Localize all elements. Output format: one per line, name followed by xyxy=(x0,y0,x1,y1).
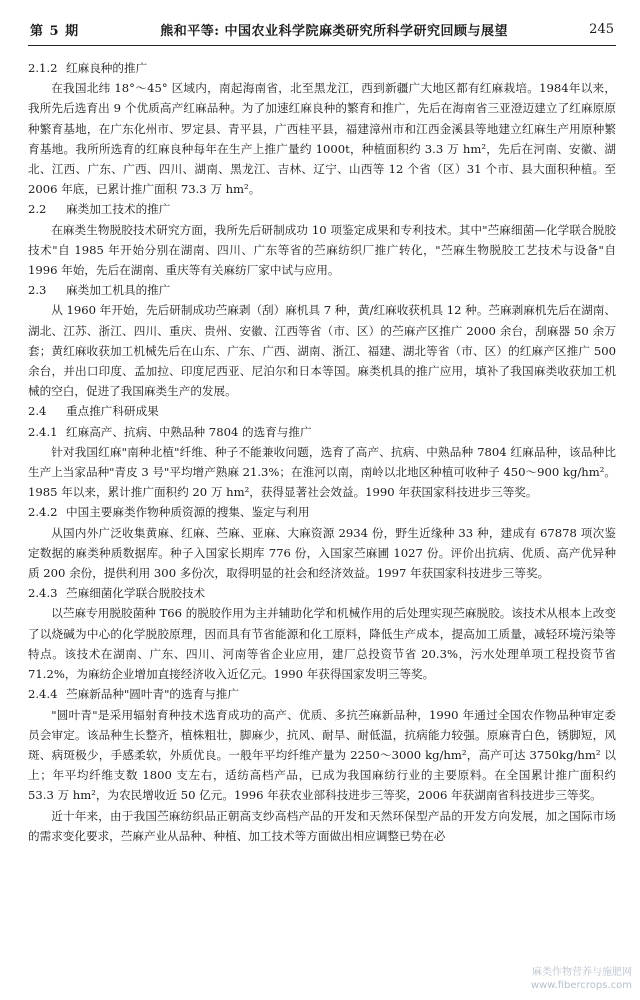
section-heading xyxy=(28,684,616,704)
section-title: 中国主要麻类作物种质资源的搜集、鉴定与利用 xyxy=(66,505,310,520)
section-number: 2.4.4 xyxy=(28,687,58,702)
page-number: 245 xyxy=(589,21,614,37)
watermark-site-name: 麻类作物营养与施肥网 xyxy=(532,967,632,978)
section-number: 2.2 xyxy=(28,202,47,217)
section-number: 2.3 xyxy=(28,283,47,298)
running-header xyxy=(30,16,614,42)
watermark-url: www.fibercrops.com xyxy=(530,980,632,991)
section-title: 苎麻新品种"圆叶青"的选育与推广 xyxy=(66,687,239,702)
body-paragraph: 以苎麻专用脱胶菌种 T66 的脱胶作用为主并辅助化学和机械作用的后处理实现苎麻脱胶。该技术从根本上改变了以烧碱为中心的化学脱胶原理，因而具有节省能源和化工原料，降低生产成本，提高加工质量，减轻环境污染等特点。该技术在湖南、广东、四川、河南等省企业应用，建厂总投资节省 20.3%，污水处理单项工程投资节省 71.2%，为麻纺企业增加直接经济收入近亿元。1990 年获得国家发明三等奖。 xyxy=(28,606,616,682)
issue-label: 第 5 期 xyxy=(30,23,80,39)
section-heading xyxy=(28,401,616,421)
body-paragraph: 近十年来，由于我国苎麻纺织品正朝高支纱高档产品的开发和天然环保型产品的开发方向发展，加之国际市场的需求变化要求，苎麻产业从品种、种植、加工技术等方面做出相应调整已势在必 xyxy=(28,808,616,843)
body-paragraph: 针对我国红麻"南种北植"纤维、种子不能兼收问题，选育了高产、抗病、中熟品种 7804 红麻品种，该品种比生产上当家品种"青皮 3 号"平均增产熟麻 21.3%；在淮河以南，南岭以北地区种植可收种子 450～900 kg/hm²。1985 年以来，累计推广面积约 20 万 hm²，获得显著社会效益。1990 年获国家科技进步三等奖。 xyxy=(28,444,616,500)
section-title: 苎麻细菌化学联合脱胶技术 xyxy=(66,586,206,601)
section-number: 2.4.2 xyxy=(28,505,58,520)
article-running-title: 熊和平等: 中国农业科学院麻类研究所科学研究回顾与展望 xyxy=(160,23,509,39)
section-title: 麻类加工技术的推广 xyxy=(66,202,171,217)
section-number: 2.4.3 xyxy=(28,586,58,601)
article-body xyxy=(28,58,616,846)
body-paragraph: "圆叶青"是采用辐射育种技术选育成功的高产、优质、多抗苎麻新品种，1990 年通过全国农作物品种审定委员会审定。该品种生长整齐，植株粗壮，脚麻少，抗风、耐旱、耐低温，抗病能力较强。原麻青白色，锈脚短，风斑、病斑极少，手感柔软，外质优良。一般年平均纤维产量为 2250～3000 kg/hm²，高产可达 3750kg/hm² 以上；年平均纤维支数 1800 支左右，适纺高档产品，已成为我国麻纺行业的主要原料。在全国累计推广面积约 53.3 万 hm²，为农民增收近 50 亿元。1996 年获农业部科技进步三等奖，2006 年获湖南省科技进步三等奖。 xyxy=(28,707,616,803)
section-number: 2.4.1 xyxy=(28,424,58,439)
section-title: 红麻高产、抗病、中熟品种 7804 的选育与推广 xyxy=(66,424,312,439)
body-paragraph: 从 1960 年开始，先后研制成功苎麻剥（刮）麻机具 7 种，黄/红麻收获机具 12 种。苎麻剥麻机先后在湖南、湖北、江苏、浙江、四川、重庆、贵州、安徽、江西等省（市、区）的苎麻产区推广 2000 余台，刮麻器 50 余万套；黄红麻收获加工机械先后在山东、广东、广西、湖南、浙江、福建、湖北等省（市、区）的红麻产区推广 500 余台，并出口印度、孟加拉、印度尼西亚、尼泊尔和日本等国。麻类机具的推广应用，填补了我国麻类收获加工机械的空白，促进了我国麻类生产的发展。 xyxy=(28,303,616,399)
section-title: 重点推广科研成果 xyxy=(66,404,159,419)
section-title: 红麻良种的推广 xyxy=(66,61,148,75)
body-paragraph: 在麻类生物脱胶技术研究方面，我所先后研制成功 10 项鉴定成果和专利技术。其中"苎麻细菌—化学联合脱胶技术"自 1985 年开始分别在湖南、四川、广东等省的苎麻纺织厂推广转化，"苎麻生物脱胶工艺技术与设备"自 1996 年始，先后在湖南、重庆等有关麻纺厂家中试与应用。 xyxy=(28,222,616,278)
body-paragraph: 从国内外广泛收集黄麻、红麻、苎麻、亚麻、大麻资源 2934 份，野生近缘种 33 种，建成有 67878 项次鉴定数据的麻类种质数据库。种子入国家长期库 776 份，入国家苎麻圃 1027 份。评价出抗病、优质、高产优异种质 200 余份，提供利用 300 多份次，取得明显的社会和经济效益。1997 年获国家科技进步三等奖。 xyxy=(28,525,616,581)
section-number: 2.1.2 xyxy=(28,61,58,75)
body-paragraph: 在我国北纬 18°～45° 区域内，南起海南省，北至黑龙江，西到新疆广大地区都有红麻栽培。1984年以来，我所先后选育出 9 个优质高产红麻品种。为了加速红麻良种的繁育和推广，先后在海南省三亚澄迈建立了红麻原原种繁育基地，在广东化州市、罗定县、青平县，广西桂平县，福建漳州市和江西金溪县等地建立红麻生产用原种繁育基地。我所所选育的红麻良种每年在生产上推广量约 1000t，种植面积约 3.3 万 hm²，先后在河南、安徽、湖北、江西、广东、广西、四川、湖南、黑龙江、吉林、辽宁、山西等 12 个省（区）31 个市、县大面积种植。至 2006 年底，已累计推广面积 73.3 万 hm²。 xyxy=(28,81,616,197)
section-heading xyxy=(28,502,616,522)
section-heading xyxy=(28,583,616,603)
section-heading xyxy=(28,280,616,300)
site-watermark xyxy=(531,966,632,992)
header-rule xyxy=(28,45,616,46)
section-title: 麻类加工机具的推广 xyxy=(66,283,171,298)
section-heading xyxy=(28,422,616,442)
section-heading xyxy=(28,58,616,78)
section-number: 2.4 xyxy=(28,404,47,419)
section-heading xyxy=(28,199,616,219)
